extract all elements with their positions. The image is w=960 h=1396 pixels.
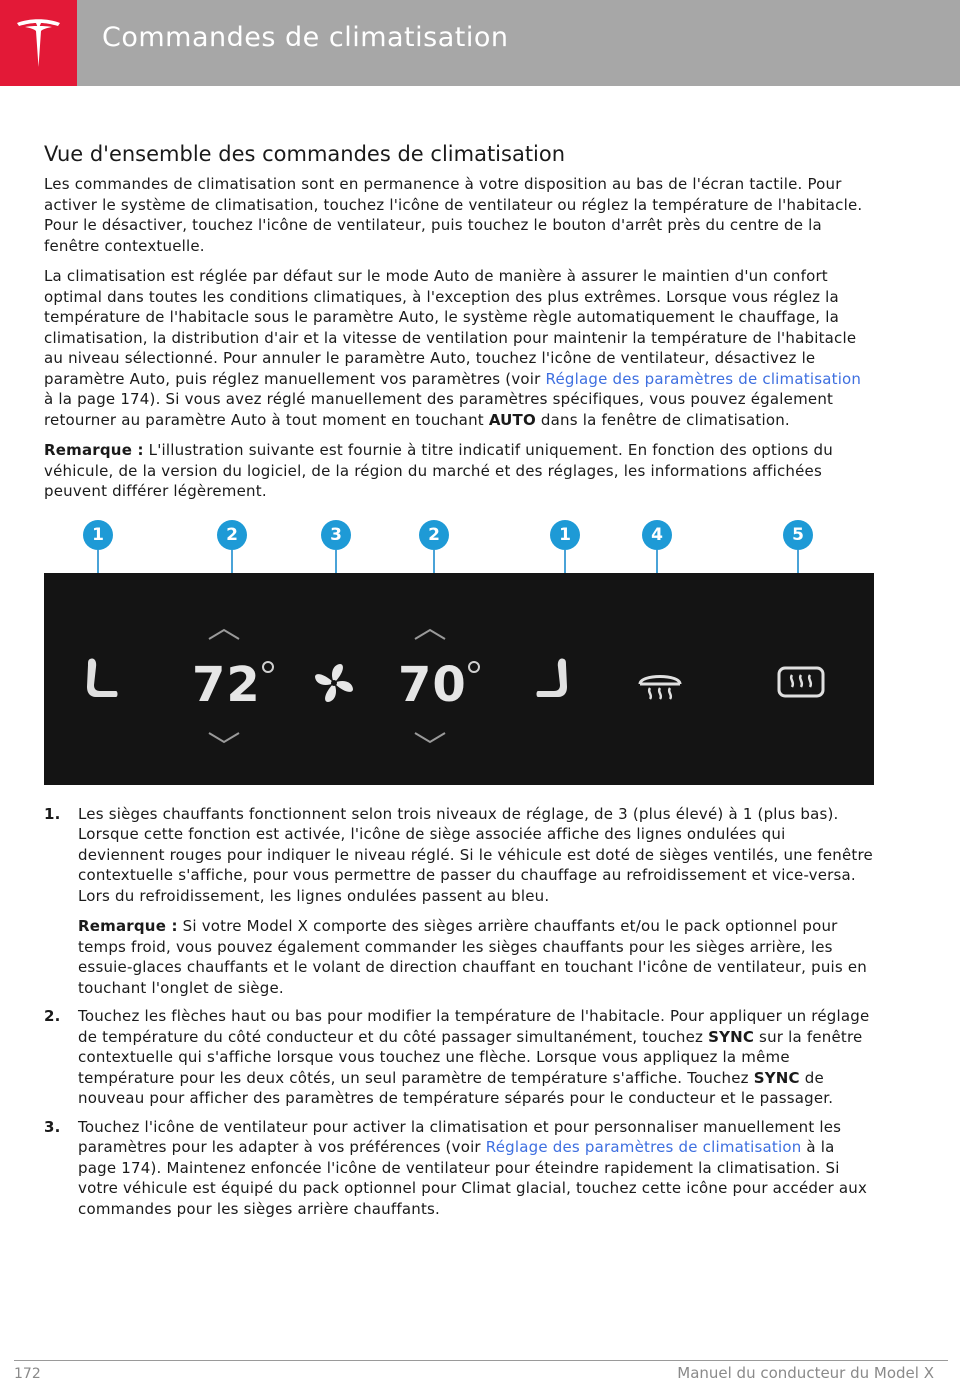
tesla-logo-icon — [15, 17, 62, 69]
left-temp-down-arrow-icon[interactable] — [207, 731, 241, 745]
auto-mode-paragraph: La climatisation est réglée par défaut sur le mode Auto de manière à assurer le maintien d'un confort optimal dans toutes les conditions climatiques, à l'exception des plus extrêmes. Lorsque vous réglez la température de l'habitacle sous le paramètre Auto, le système règle automatiquement le chauffage, la climatisation, la distribution d'air et la vitesse de ventilation pour maintenir la température de l'habitacle au niveau sélectionné. Pour annuler le paramètre Auto, touchez l'icône de ventilateur, désactivez le paramètre Auto, puis réglez manuellement vos paramètres (voir Réglage des paramètres de climatisation à la page 174). Si vous avez réglé manuellement des paramètres spécifiques, vous pouvez également retourner au paramètre Auto à tout moment en touchant AUTO dans la fenêtre de climatisation. — [44, 267, 862, 429]
footer-divider — [14, 1360, 948, 1361]
callout-5: 5 — [783, 520, 813, 550]
climate-bar — [44, 573, 874, 785]
left-temp-up-arrow-icon[interactable] — [207, 627, 241, 641]
tesla-logo — [0, 0, 77, 86]
climate-controls-illustration — [44, 520, 874, 792]
right-temperature[interactable]: 70 — [398, 656, 467, 713]
fan-icon[interactable] — [312, 661, 356, 705]
climate-settings-link[interactable]: Réglage des paramètres de climatisation — [485, 1138, 802, 1156]
degree-symbol — [468, 661, 480, 673]
right-temp-down-arrow-icon[interactable] — [413, 731, 447, 745]
list-item: 3. Touchez l'icône de ventilateur pour activer la climatisation et pour personnaliser manuellement les paramètres pour les adapter à vos préférences (voir Réglage des paramètres de climatisation à la page 174). Maintenez enfoncée l'icône de ventilateur pour éteindre rapidement la climatisation. Si votre véhicule est équipé du pack optionnel pour Climat glacial, touchez cette icône pour accéder aux commandes pour les sièges arrière chauffants. — [44, 1117, 868, 1218]
callout-2: 2 — [419, 520, 449, 550]
illustration-note: Remarque : L'illustration suivante est fournie à titre indicatif uniquement. En fonction des options du véhicule, de la version du logiciel, de la région du marché et des réglages, les informations affichées peuvent différer légèrement. — [44, 441, 833, 500]
seat-heater-right-icon[interactable] — [534, 655, 570, 703]
callout-3: 3 — [321, 520, 351, 550]
main-content — [44, 142, 874, 1227]
callout-2: 2 — [217, 520, 247, 550]
degree-symbol — [262, 661, 274, 673]
page-title: Commandes de climatisation — [102, 22, 509, 53]
right-temp-up-arrow-icon[interactable] — [413, 627, 447, 641]
callout-4: 4 — [642, 520, 672, 550]
page-header — [0, 0, 960, 86]
list-item: 2. Touchez les flèches haut ou bas pour modifier la température de l'habitacle. Pour appliquer un réglage de température du côté conducteur et du côté passager simultanément, touchez SYNC sur la fenêtre contextuelle qui s'affiche lorsque vous touchez une flèche. Lorsque vous appliquez la même température pour les deux côtés, un seul paramètre de température s'affiche. Touchez SYNC de nouveau pour afficher des paramètres de température séparés pour le conducteur et le passager. — [44, 1007, 870, 1107]
left-temperature[interactable]: 72 — [192, 656, 261, 713]
seat-heater-left-icon[interactable] — [84, 655, 120, 703]
climate-settings-link[interactable]: Réglage des paramètres de climatisation — [545, 369, 862, 388]
intro-paragraph: Les commandes de climatisation sont en permanence à votre disposition au bas de l'écran tactile. Pour activer le système de climatisation, touchez l'icône de ventilateur ou réglez la température de l'habitacle. Pour le désactiver, touchez l'icône de ventilateur, puis touchez le bouton d'arrêt près du centre de la fenêtre contextuelle. — [44, 175, 863, 255]
list-item: 1. Les sièges chauffants fonctionnent selon trois niveaux de réglage, de 3 (plus élevé) à 1 (plus bas). Lorsque cette fonction est activée, l'icône de siège associée affiche des lignes ondulées qui deviennent rouges pour indiquer le niveau réglé. Si le véhicule est doté de sièges ventilés, une fenêtre contextuelle s'affiche, pour vous permettre de passer du chauffage au refroidissement et vice-versa. Lors du refroidissement, les lignes ondulées passent au bleu. Remarque : Si votre Model X comporte des sièges arrière chauffants et/ou le pack optionnel pour temps froid, vous pouvez également commander les sièges chauffants pour les sièges arrière, les essuie-glaces chauffants et le volant de direction chauffant en touchant l'icône de ventilateur, puis en touchant l'onglet de siège. — [44, 804, 873, 997]
section-heading: Vue d'ensemble des commandes de climatisation — [44, 142, 566, 166]
callout-1: 1 — [550, 520, 580, 550]
rear-defrost-icon[interactable] — [776, 665, 826, 703]
page-number: 172 — [14, 1366, 41, 1382]
seat-heater-note: Remarque : Si votre Model X comporte des sièges arrière chauffants et/ou le pack optionnel pour temps froid, vous pouvez également commander les sièges chauffants pour les sièges arrière, les essuie-glaces chauffants et le volant de direction chauffant en touchant l'icône de ventilateur, puis en touchant l'onglet de siège. — [78, 917, 868, 997]
callout-1: 1 — [83, 520, 113, 550]
callout-descriptions — [44, 804, 874, 1220]
front-defrost-icon[interactable] — [636, 668, 684, 702]
manual-title: Manuel du conducteur du Model X — [677, 1364, 934, 1382]
